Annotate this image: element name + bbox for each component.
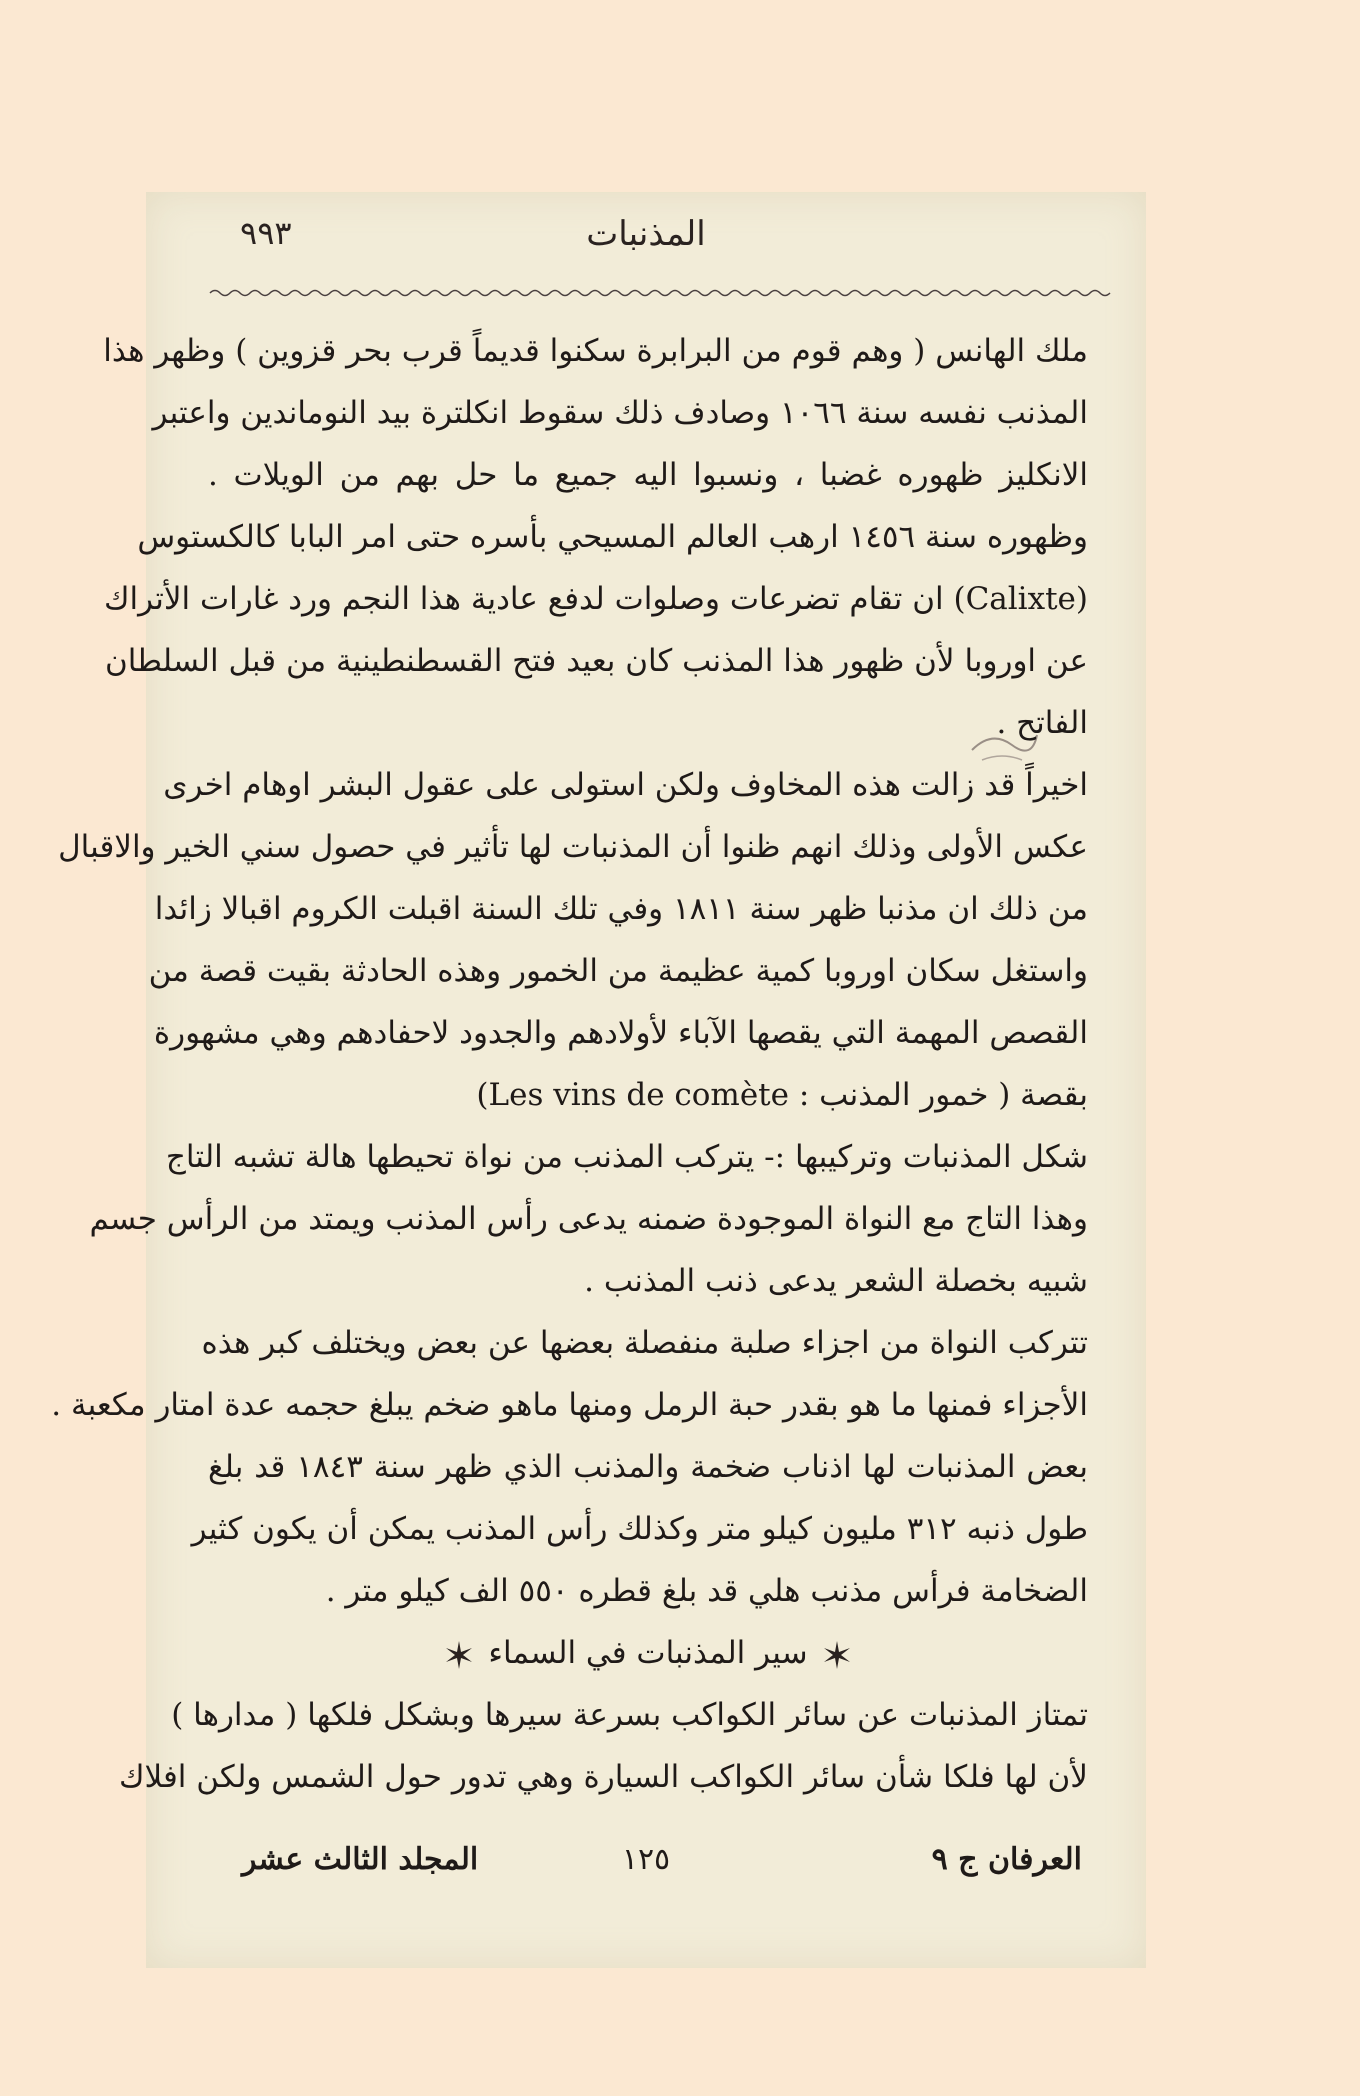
volume-label: المجلد الثالث عشر: [242, 1842, 479, 1877]
page-number: ٩٩٣: [240, 214, 292, 252]
document-page: [51, 192, 1146, 1968]
issue-page-number: ١٢٥: [621, 1842, 671, 1877]
wavy-divider: [210, 286, 1110, 300]
text-line: تتركب النواة من اجزاء صلبة منفصلة بعضها عن بعض ويختلف كبر هذه: [201, 1325, 1088, 1361]
text-line: وهذا التاج مع النواة الموجودة ضمنه يدعى رأس المذنب ويمتد من الرأس جسم: [89, 1201, 1088, 1237]
text-line: الانكليز ظهوره غضبا ، ونسبوا اليه جميع ما حل بهم من الويلات .: [208, 457, 1088, 493]
text-line: المذنب نفسه سنة ١٠٦٦ وصادف ذلك سقوط انكلترة بيد النوماندين واعتبر: [152, 395, 1088, 431]
text-line: عن اوروبا لأن ظهور هذا المذنب كان بعيد فتح القسطنطينية من قبل السلطان: [104, 643, 1088, 679]
text-line: لأن لها فلكا شأن سائر الكواكب السيارة وهي تدور حول الشمس ولكن افلاك: [118, 1759, 1088, 1795]
text-line: شكل المذنبات وتركيبها :- يتركب المذنب من نواة تحيطها هالة تشبه التاج: [165, 1139, 1088, 1175]
text-line: شبيه بخصلة الشعر يدعى ذنب المذنب .: [584, 1263, 1088, 1299]
page-header: [146, 214, 1146, 270]
article-body: [51, 320, 1088, 1808]
page-footer: [146, 1842, 1146, 1902]
text-line: وظهوره سنة ١٤٥٦ ارهب العالم المسيحي بأسره حتى امر البابا كالكستوس: [137, 519, 1088, 555]
section-heading: [208, 1622, 1088, 1684]
text-line: بقصة ( خمور المذنب : Les vins de comète): [476, 1077, 1088, 1113]
text-line: ملك الهانس ( وهم قوم من البرابرة سكنوا قديماً قرب بحر قزوين ) وظهر هذا: [103, 333, 1088, 369]
text-line: من ذلك ان مذنبا ظهر سنة ١٨١١ وفي تلك السنة اقبلت الكروم اقبالا زائدا: [154, 891, 1088, 927]
text-line: بعض المذنبات لها اذناب ضخمة والمذنب الذي ظهر سنة ١٨٤٣ قد بلغ: [208, 1449, 1088, 1485]
star-ornament-icon: [822, 1640, 852, 1670]
running-title: المذنبات: [586, 214, 706, 254]
text-line: تمتاز المذنبات عن سائر الكواكب بسرعة سيرها وبشكل فلكها ( مدارها ): [171, 1697, 1088, 1733]
section-heading-text: سير المذنبات في السماء: [488, 1635, 808, 1671]
text-line: (Calixte) ان تقام تضرعات وصلوات لدفع عادية هذا النجم ورد غارات الأتراك: [103, 581, 1088, 617]
text-line: الأجزاء فمنها ما هو بقدر حبة الرمل ومنها ماهو ضخم يبلغ حجمه عدة امتار مكعبة .: [51, 1387, 1088, 1423]
text-line: طول ذنبه ٣١٢ مليون كيلو متر وكذلك رأس المذنب يمكن أن يكون كثير: [191, 1511, 1088, 1547]
text-line: القصص المهمة التي يقصها الآباء لأولادهم والجدود لاحفادهم وهي مشهورة: [153, 1015, 1088, 1051]
text-line: عكس الأولى وذلك انهم ظنوا أن المذنبات لها تأثير في حصول سني الخير والاقبال: [58, 829, 1088, 865]
journal-issue-label: العرفان ج ٩: [931, 1842, 1082, 1877]
text-line: الفاتح .: [996, 705, 1088, 741]
text-line: الضخامة فرأس مذنب هلي قد بلغ قطره ٥٥٠ الف كيلو متر .: [325, 1573, 1088, 1609]
text-line: اخيراً قد زالت هذه المخاوف ولكن استولى على عقول البشر اوهام اخرى: [163, 767, 1088, 803]
text-line: واستغل سكان اوروبا كمية عظيمة من الخمور وهذه الحادثة بقيت قصة من: [148, 953, 1088, 989]
star-ornament-icon: [444, 1640, 474, 1670]
